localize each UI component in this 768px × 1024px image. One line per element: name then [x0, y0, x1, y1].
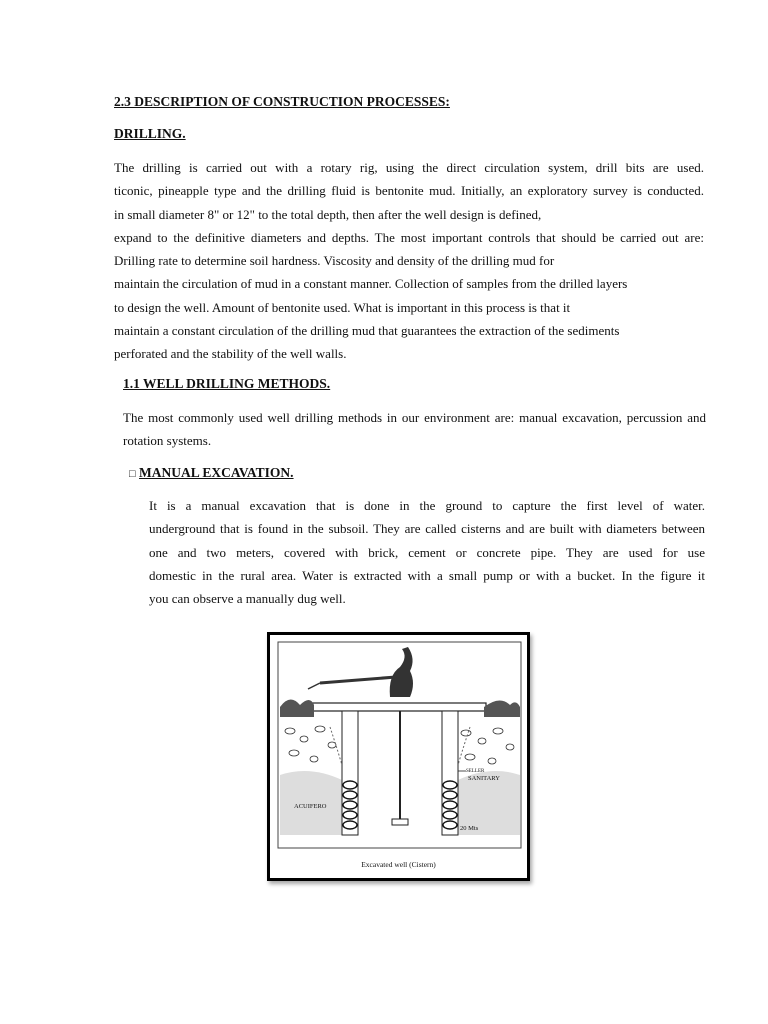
paragraph-line: one and two meters, covered with brick, cement or concrete pipe. They are used for use: [149, 544, 705, 560]
paragraph-line: domestic in the rural area. Water is extracted with a small pump or with a bucket. In the figure it: [149, 567, 705, 583]
section-heading: 2.3 DESCRIPTION OF CONSTRUCTION PROCESSES:: [114, 94, 450, 109]
manual-excavation-title: MANUAL EXCAVATION.: [139, 465, 294, 480]
paragraph-line: to design the well. Amount of bentonite used. What is important in this process is that it: [114, 299, 571, 315]
sanitary-label: SANITARY: [468, 775, 500, 782]
paragraph-line: Drilling rate to determine soil hardness. Viscosity and density of the drilling mud for: [114, 253, 555, 269]
drilling-paragraph: [114, 156, 704, 366]
well-figure: [267, 632, 530, 881]
paragraph-line: underground that is found in the subsoil. They are called cisterns and are built with diameters between: [149, 521, 705, 537]
paragraph-line: It is a manual excavation that is done in the ground to capture the first level of water.: [149, 498, 705, 513]
paragraph-line: perforated and the stability of the well walls.: [114, 346, 347, 362]
paragraph-line: The most commonly used well drilling methods in our environment are: manual excavation, percussion and: [123, 410, 706, 425]
methods-paragraph: [123, 406, 706, 453]
figure-caption: Excavated well (Cistern): [361, 860, 436, 869]
manual-excavation-paragraph: [149, 494, 705, 610]
aquifer-label: ACUIFERO: [294, 803, 327, 810]
paragraph-line: ticonic, pineapple type and the drilling fluid is bentonite mud. Initially, an exploratory survey is conducted.: [114, 183, 704, 199]
paragraph-line: you can observe a manually dug well.: [149, 591, 346, 607]
paragraph-line: expand to the definitive diameters and depths. The most important controls that should be carried out are:: [114, 229, 704, 245]
methods-heading: 1.1 WELL DRILLING METHODS.: [123, 376, 331, 391]
checkbox-bullet-icon: □: [129, 468, 136, 480]
paragraph-line: in small diameter 8" or 12" to the total depth, then after the well design is defined,: [114, 206, 542, 222]
paragraph-line: maintain the circulation of mud in a constant manner. Collection of samples from the drilled layers: [114, 276, 628, 292]
manual-excavation-heading: [129, 465, 294, 481]
well-diagram-illustration: [270, 635, 527, 878]
paragraph-line: maintain a constant circulation of the drilling mud that guarantees the extraction of the sediments: [114, 323, 620, 339]
drilling-heading: DRILLING.: [114, 126, 186, 141]
paragraph-line: rotation systems.: [123, 433, 212, 449]
depth-label: 20 Mts: [460, 825, 479, 832]
paragraph-line: The drilling is carried out with a rotary rig, using the direct circulation system, drill bits are used.: [114, 160, 704, 175]
seller-label: SELLER: [466, 769, 485, 774]
